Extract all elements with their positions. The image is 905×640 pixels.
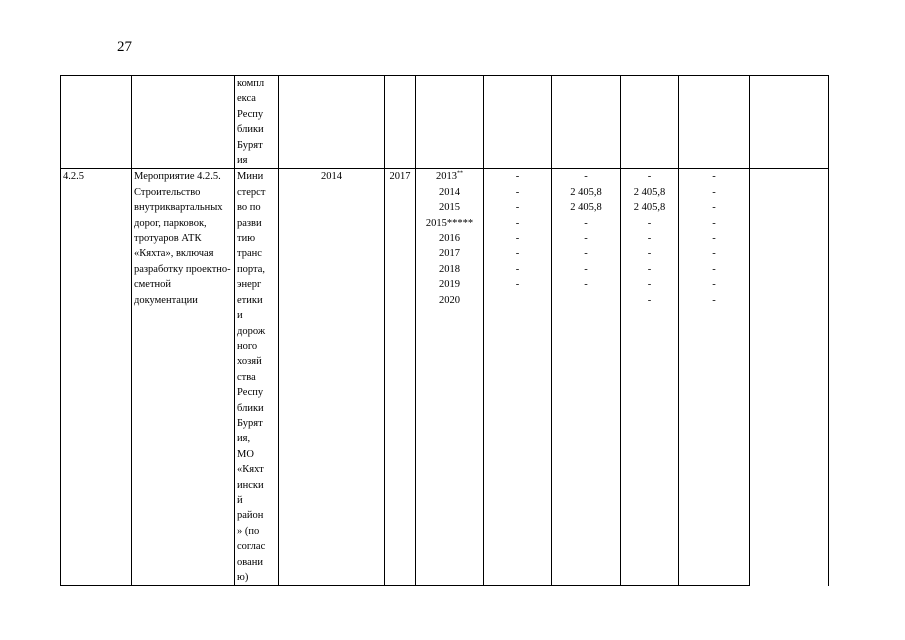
cell-col9 xyxy=(621,76,679,169)
year-value: 2016 xyxy=(439,233,460,245)
executor-line: Бурят xyxy=(237,417,263,429)
year-value: 2015 xyxy=(439,202,460,214)
cell-col8 xyxy=(552,76,621,169)
cell-name: Мероприятие 4.2.5. Строительство внутриквартальных дорог, парковок, тротуаров АТК «Кяхта», включая разработку проектно-сметной документации xyxy=(132,169,235,586)
year-line xyxy=(418,200,481,215)
value-cell: - xyxy=(584,248,588,260)
executor-line: во по xyxy=(237,202,261,214)
cell-col11 xyxy=(750,169,829,586)
cell-end-year: 2017 xyxy=(385,169,416,586)
executor-line: етики xyxy=(237,294,263,306)
program-table xyxy=(60,75,829,586)
executor-line: Мини xyxy=(237,171,264,183)
cell-col10 xyxy=(679,169,750,586)
value-cell: - xyxy=(712,263,716,275)
value-cell: - xyxy=(584,217,588,229)
year-line xyxy=(418,231,481,246)
year-line xyxy=(418,262,481,277)
value-cell: - xyxy=(647,171,652,183)
year-value: 2020 xyxy=(439,294,460,306)
executor-line: и xyxy=(237,310,243,322)
value-cell: - xyxy=(515,263,520,275)
executor-line: район xyxy=(237,510,264,522)
value-cell: - xyxy=(647,279,652,291)
value-cell: - xyxy=(712,279,716,291)
value-cell: - xyxy=(584,233,588,245)
value-cell: 2 405,8 xyxy=(570,202,602,214)
value-cell: 2 405,8 xyxy=(633,186,666,198)
executor-line: МО xyxy=(237,448,254,460)
value-cell: - xyxy=(712,217,716,229)
value-cell: - xyxy=(712,202,716,214)
value-cell: - xyxy=(515,279,520,291)
value-cell: - xyxy=(647,248,652,260)
executor-line: порта, xyxy=(237,263,265,275)
value-cell: - xyxy=(515,248,520,260)
executor-line: стерст xyxy=(237,186,266,198)
year-line xyxy=(418,169,481,184)
executor-line: Бурят xyxy=(237,139,263,151)
page-number: 27 xyxy=(117,39,132,55)
value-cell: - xyxy=(515,233,520,245)
footnote-mark: ** xyxy=(457,170,463,177)
cell-years xyxy=(416,76,484,169)
executor-line: ства xyxy=(237,371,256,383)
value-cell: - xyxy=(584,279,588,291)
table-row-4-2-5 xyxy=(61,169,829,586)
cell-years xyxy=(416,169,484,586)
cell-col10 xyxy=(679,76,750,169)
executor-line: ия xyxy=(237,155,248,167)
year-line xyxy=(418,293,481,308)
value-cell: - xyxy=(515,217,520,229)
value-cell: - xyxy=(712,248,716,260)
year-value: 2013 xyxy=(436,171,457,183)
year-value: 2017 xyxy=(439,248,460,260)
year-line xyxy=(418,246,481,261)
cell-start-year: 2014 xyxy=(279,169,385,586)
value-cell: - xyxy=(647,233,652,245)
value-cell: - xyxy=(712,233,716,245)
cell-name xyxy=(132,76,235,169)
cell-col7 xyxy=(484,76,552,169)
executor-line: овани xyxy=(237,556,263,568)
executor-line: » (по xyxy=(237,525,260,537)
cell-col9 xyxy=(621,169,679,586)
executor-line: транс xyxy=(237,248,262,260)
cell-end xyxy=(385,76,416,169)
executor-line: ного xyxy=(237,340,258,352)
value-cell: - xyxy=(712,294,716,306)
value-cell: - xyxy=(584,171,588,183)
value-cell: - xyxy=(647,263,652,275)
value-cell: - xyxy=(712,171,716,183)
value-cell: - xyxy=(647,217,652,229)
year-line xyxy=(418,277,481,292)
value-cell: 2 405,8 xyxy=(633,202,666,214)
executor-line: блики xyxy=(237,124,264,136)
year-value: 2018 xyxy=(439,263,460,275)
cell-code: 4.2.5 xyxy=(61,169,132,586)
value-cell: - xyxy=(515,171,520,183)
executor-line: Респу xyxy=(237,108,264,120)
executor-line: ия, xyxy=(237,433,251,445)
executor-line: разви xyxy=(237,217,262,229)
value-cell: - xyxy=(647,294,652,306)
executor-line: тию xyxy=(237,233,256,245)
value-cell: - xyxy=(515,202,520,214)
cell-start xyxy=(279,76,385,169)
executor-line: соглас xyxy=(237,541,266,553)
cell-col8 xyxy=(552,169,621,586)
executor-line: дорож xyxy=(237,325,266,337)
cell-executor xyxy=(235,76,279,169)
executor-line: хозяй xyxy=(237,356,262,368)
value-cell: 2 405,8 xyxy=(570,186,602,198)
cell-executor xyxy=(235,169,279,586)
value-cell: - xyxy=(584,263,588,275)
table-row-prev xyxy=(61,76,829,169)
year-value: 2019 xyxy=(439,279,460,291)
cell-col7 xyxy=(484,169,552,586)
year-line xyxy=(418,216,481,231)
executor-line: ю) xyxy=(237,572,249,583)
executor-line: компл xyxy=(237,78,265,89)
year-line xyxy=(418,185,481,200)
executor-line: энерг xyxy=(237,279,262,291)
executor-line: Респу xyxy=(237,387,264,399)
executor-line: блики xyxy=(237,402,264,414)
value-cell: - xyxy=(515,186,520,198)
year-value: 2015***** xyxy=(425,217,474,229)
cell-col11 xyxy=(750,76,829,169)
executor-line: екса xyxy=(237,93,256,105)
executor-line: ински xyxy=(237,479,264,491)
executor-line: й xyxy=(237,494,243,506)
value-cell: - xyxy=(712,186,716,198)
executor-line: «Кяхт xyxy=(237,464,264,476)
year-value: 2014 xyxy=(439,186,460,198)
cell-code xyxy=(61,76,132,169)
